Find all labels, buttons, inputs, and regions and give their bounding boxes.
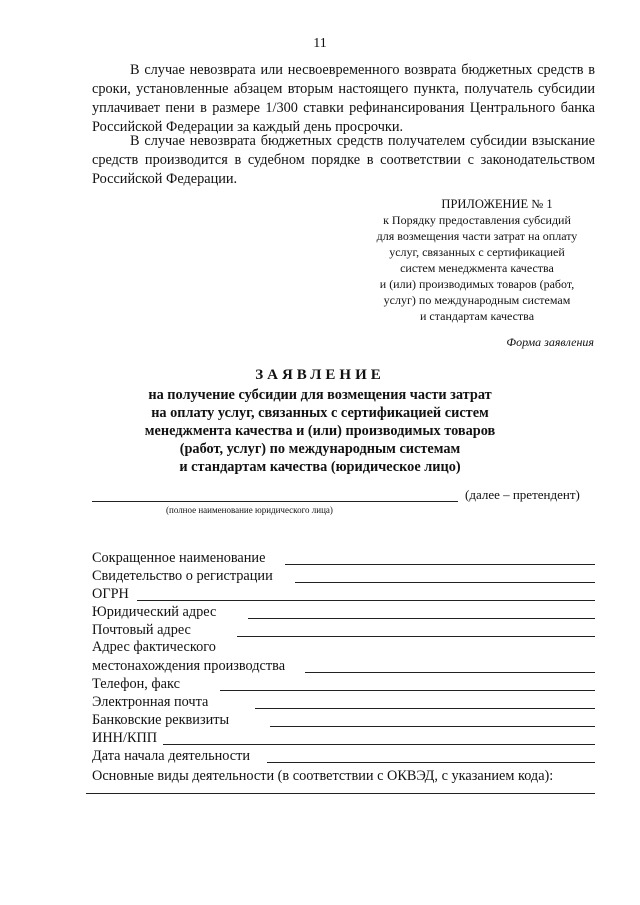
phone-fax-label: Телефон, факс [92,676,180,692]
legal-address-field[interactable] [248,618,595,619]
document-title: ЗАЯВЛЕНИЕ [255,367,385,383]
registration-field[interactable] [295,582,595,583]
actual-address-label-2: местонахождения производства [92,658,286,674]
bank-details-field[interactable] [270,726,595,727]
subtitle-line: и стандартам качества (юридическое лицо) [179,459,461,475]
ogrn-field[interactable] [137,600,595,601]
postal-address-field[interactable] [237,636,595,637]
appendix-title: ПРИЛОЖЕНИЕ № 1 [441,197,553,211]
bank-details-label: Банковские реквизиты [92,712,230,728]
ogrn-row [92,584,595,602]
full-name-field[interactable] [92,501,458,502]
email-row [92,692,595,710]
phone-row [92,674,595,692]
short-name-row [92,548,595,566]
postal-address-label: Почтовый адрес [92,622,191,638]
applicant-suffix: (далее – претендент) [465,487,580,502]
appendix-header [352,196,602,324]
email-label: Электронная почта [92,694,209,710]
appendix-line: и (или) производимых товаров (работ, [379,277,575,291]
email-field[interactable] [255,708,595,709]
appendix-line: для возмещения части затрат на оплату [376,229,578,243]
legal-address-label: Юридический адрес [92,604,217,620]
bank-row [92,710,595,728]
document-subtitle [120,386,520,476]
appendix-line: к Порядку предоставления субсидий [383,213,571,227]
phone-fax-field[interactable] [220,690,595,691]
main-activities-field[interactable] [86,793,595,794]
start-date-field[interactable] [267,762,595,763]
appendix-line: услуг) по международным системам [383,293,571,307]
subtitle-line: на получение субсидии для возмещения части затрат [148,387,492,403]
inn-kpp-row [92,728,595,746]
registration-row [92,566,595,584]
inn-kpp-label: ИНН/КПП [92,730,158,746]
full-name-caption: (полное наименование юридического лица) [166,505,333,515]
subtitle-line: на оплату услуг, связанных с сертификацией систем [151,405,489,421]
ogrn-label: ОГРН [92,586,129,602]
appendix-line: услуг, связанных с сертификацией [389,245,565,259]
short-name-field[interactable] [285,564,595,565]
page-number: 11 [313,36,327,51]
paragraph-recovery: В случае невозврата бюджетных средств получателем субсидии взыскание средств производится в судебном порядке в соответствии с законодательством Российской Федерации. [92,133,595,187]
inn-kpp-field[interactable] [163,744,595,745]
main-activities-label: Основные виды деятельности (в соответствии с ОКВЭД, с указанием кода): [92,768,554,784]
start-date-label: Дата начала деятельности [92,748,251,764]
appendix-line: систем менеджмента качества [400,261,554,275]
subtitle-line: менеджмента качества и (или) производимых товаров [144,423,496,439]
registration-label: Свидетельство о регистрации [92,568,273,584]
postal-address-row [92,620,595,638]
paragraph-penalty: В случае невозврата или несвоевременного возврата бюджетных средств в сроки, установленные абзацем вторым настоящего пункта, получатель субсидии уплачивает пени в размере 1/300 ставки рефинансирования Центрального банка Российской Федерации за каждый день просрочки. [92,62,595,135]
start-date-row [92,746,595,764]
form-label: Форма заявления [506,335,594,349]
actual-address-row [92,639,595,674]
actual-address-field[interactable] [305,672,595,673]
legal-address-row [92,602,595,620]
actual-address-label-1: Адрес фактического [92,639,216,655]
short-name-label: Сокращенное наименование [92,550,266,566]
appendix-line: и стандартам качества [419,309,535,323]
subtitle-line: (работ, услуг) по международным системам [179,441,461,457]
